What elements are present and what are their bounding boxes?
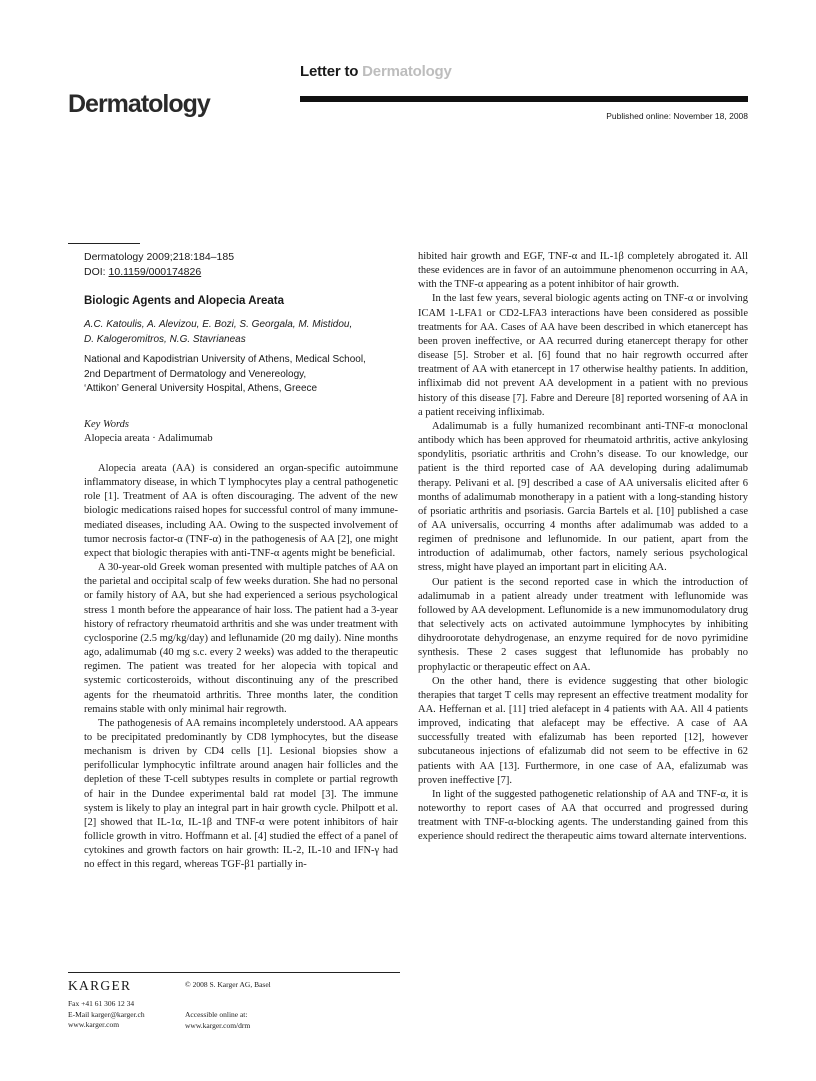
published-date: Published online: November 18, 2008 [606, 111, 748, 121]
citation-line: Dermatology 2009;218:184–185 [84, 251, 235, 263]
body-paragraph: The pathogenesis of AA remains incompletely understood. AA appears to be precipitated predominantly by CD8 lymphocytes, but the disease mechanism is driven by CD4 cells [1]. Lesional biopsies show a perifollicular lymphocytic infiltrate around anagen hair follicles and the depletion of these T-cell subtypes results in complete or partial regrowth of hair in the Dundee experimental bald rat model [3]. The immune system is likely to play an integral part in hair growth cycle. Philpott et al. [2] showed that IL-1α, IL-1β and TNF-α were potent inhibitors of hair follicle growth in vitro. Hoffmann et al. [4] studied the effect of a panel of cytokines and growth factors on hair growth: IL-2, IL-10 and IFN-γ had no effect in this regard, whereas TGF-β1 partially in- [84, 717, 398, 871]
citation [84, 250, 398, 280]
affiliation [84, 353, 398, 397]
access-label: Accessible online at: [185, 1010, 248, 1019]
header-rule [300, 96, 748, 102]
keywords-heading: Key Words [84, 419, 130, 430]
section-label-prefix: Letter to [300, 63, 359, 80]
keywords: Alopecia areata · Adalimumab [84, 433, 213, 444]
body-paragraph: hibited hair growth and EGF, TNF-α and IL-1β completely abrogated it. All these evidences are in favor of an autoimmune phenomenon occurring in AA, with the TNF-α appearing as a potent inhibitor of hair growth. [418, 251, 748, 291]
journal-logo: Dermatology [68, 90, 210, 118]
keywords-block [84, 418, 398, 446]
access-url-link[interactable]: www.karger.com/drm [185, 1020, 251, 1030]
publisher-contact [68, 999, 145, 1031]
author-line: D. Kalogeromitros, N.G. Stavrianeas [84, 333, 246, 345]
body-paragraph: In the last few years, several biologic agents acting on TNF-α or involving ICAM 1-LFA1 or CD2-LFA3 interactions have been considered as possible treatments for AA. Cases of AA have been described in which etanercept has been proven ineffective, or AA recurred during etanercept therapy for other disease [5]. Strober et al. [6] found that no hair regrowth occurred after treatment of AA with etanercept in 17 otherwise healthy patients. In addition, infliximab did not prevent AA development in a patient with no previous history of this disease [7]. Fabre and Dereure [8] reported worsening of AA in a patient receiving infliximab. [418, 293, 748, 418]
meta-divider [68, 243, 140, 244]
body-column-right [418, 250, 748, 845]
body-paragraph: Our patient is the second reported case in which the introduction of adalimumab in a patient already under treatment with leflunomide was followed by AA development. Leflunomide is a new immunomodulatory drug that selectively acts on activated autoimmune lymphocytes by inhibiting dihydroorotate dehydrogenase, an enzyme required for de novo pyrimidine synthesis. These 2 cases suggest that leflunomide has probably no prophylactic or therapeutic effect on AA. [418, 576, 748, 673]
author-list [84, 318, 398, 347]
fax: Fax +41 61 306 12 34 [68, 999, 135, 1008]
website-link[interactable]: www.karger.com [68, 1020, 120, 1029]
email-link[interactable]: E-Mail karger@karger.ch [68, 1009, 145, 1019]
body-column-left [84, 462, 398, 873]
body-paragraph: A 30-year-old Greek woman presented with multiple patches of AA on the parietal and occipital scalp of few weeks duration. She had no personal or family history of AA, but she had experienced a serious psychological stress 1 month before the appearance of hair loss. The patient had a 3-year history of refractory rheumatoid arthritis and she was under treatment with cyclosporine (2.5 mg/kg/day) and leflunamide (20 mg daily). Nine months ago, adalimumab (40 mg s.c. every 2 weeks) was added to the therapeutic regimen. The patient was treated for her alopecia with topical and systemic corticosteroids, without discontinuing any of the prescribed agents for the rheumatoid arthritis. Three months later, the condition remains stable with only minimal hair regrowth. [84, 562, 399, 715]
article-title: Biologic Agents and Alopecia Areata [84, 295, 285, 307]
copyright: © 2008 S. Karger AG, Basel [185, 980, 271, 989]
footer-divider [68, 972, 400, 973]
doi-line [84, 265, 398, 280]
author-line: A.C. Katoulis, A. Alevizou, E. Bozi, S. Georgala, M. Mistidou, [84, 319, 353, 330]
body-paragraph: On the other hand, there is evidence suggesting that other biologic therapies that target T cells may represent an effective treatment modality for AA. Heffernan et al. [11] tried alefacept in 4 patients with AA. All 4 patients improved, indicating that alefacept may be effective. A case of AA successfully treated with efalizumab has been reported [12], however subcutaneous injections of efalizumab did not seem to be effective in 62 patients with AA [13]. Furthermore, in one case of AA, efalizumab was proven ineffective [7]. [418, 675, 748, 786]
section-label [300, 63, 452, 80]
publisher-logo: KARGER [68, 978, 132, 993]
body-paragraph: In light of the suggested pathogenetic relationship of AA and TNF-α, it is noteworthy to report cases of AA that occurred and progressed during treatment with TNF-α-blocking agents. The understanding gained from this experience should redirect the therapeutic aims toward alternate interventions. [418, 788, 748, 843]
doi-prefix: DOI: [84, 266, 106, 278]
body-paragraph: Alopecia areata (AA) is considered an organ-specific autoimmune inflammatory disease, in which T lymphocytes play a central pathogenetic role [1]. Treatment of AA is often discouraging. The advent of the new biologic medications raised hopes for successful control of many immune-mediated diseases, including AA. Owing to the suspected involvement of tumor necrosis factor-α (TNF-α) in the pathogenesis of AA [2], one might expect that biologic therapies with anti-TNF-α agents might be beneficial. [84, 463, 398, 559]
article-metadata [84, 250, 398, 397]
affiliation-line: National and Kapodistrian University of Athens, Medical School, [84, 354, 366, 365]
affiliation-line: 2nd Department of Dermatology and Venereology, [84, 368, 307, 380]
affiliation-line: ‘Attikon’ General University Hospital, Athens, Greece [84, 383, 318, 394]
section-label-journal: Dermatology [362, 63, 452, 80]
doi-link[interactable]: 10.1159/000174826 [108, 266, 202, 278]
online-access [185, 1010, 250, 1031]
body-paragraph: Adalimumab is a fully humanized recombinant anti-TNF-α monoclonal antibody which has been approved for rheumatoid arthritis, active ankylosing spondylitis, psoriatic arthritis and Crohn’s disease. To our knowledge, our patient is the third reported case of AA developing during adalimumab therapy. Pelivani et al. [9] described a case of AA universalis elicited after 6 months of adalimumab monotherapy in a patient with a long-standing history of psoriatic arthritis and psoriasis. Garcia Bartels et al. [10] published a case of AA universalis, occurring 4 months after adalimumab was added to a regimen of prednisone and leflunomide. In our patient, apart from the introduction of adalimumab, other factors, namely serious psychological stress, might have played an important part in eliciting AA. [418, 420, 748, 574]
